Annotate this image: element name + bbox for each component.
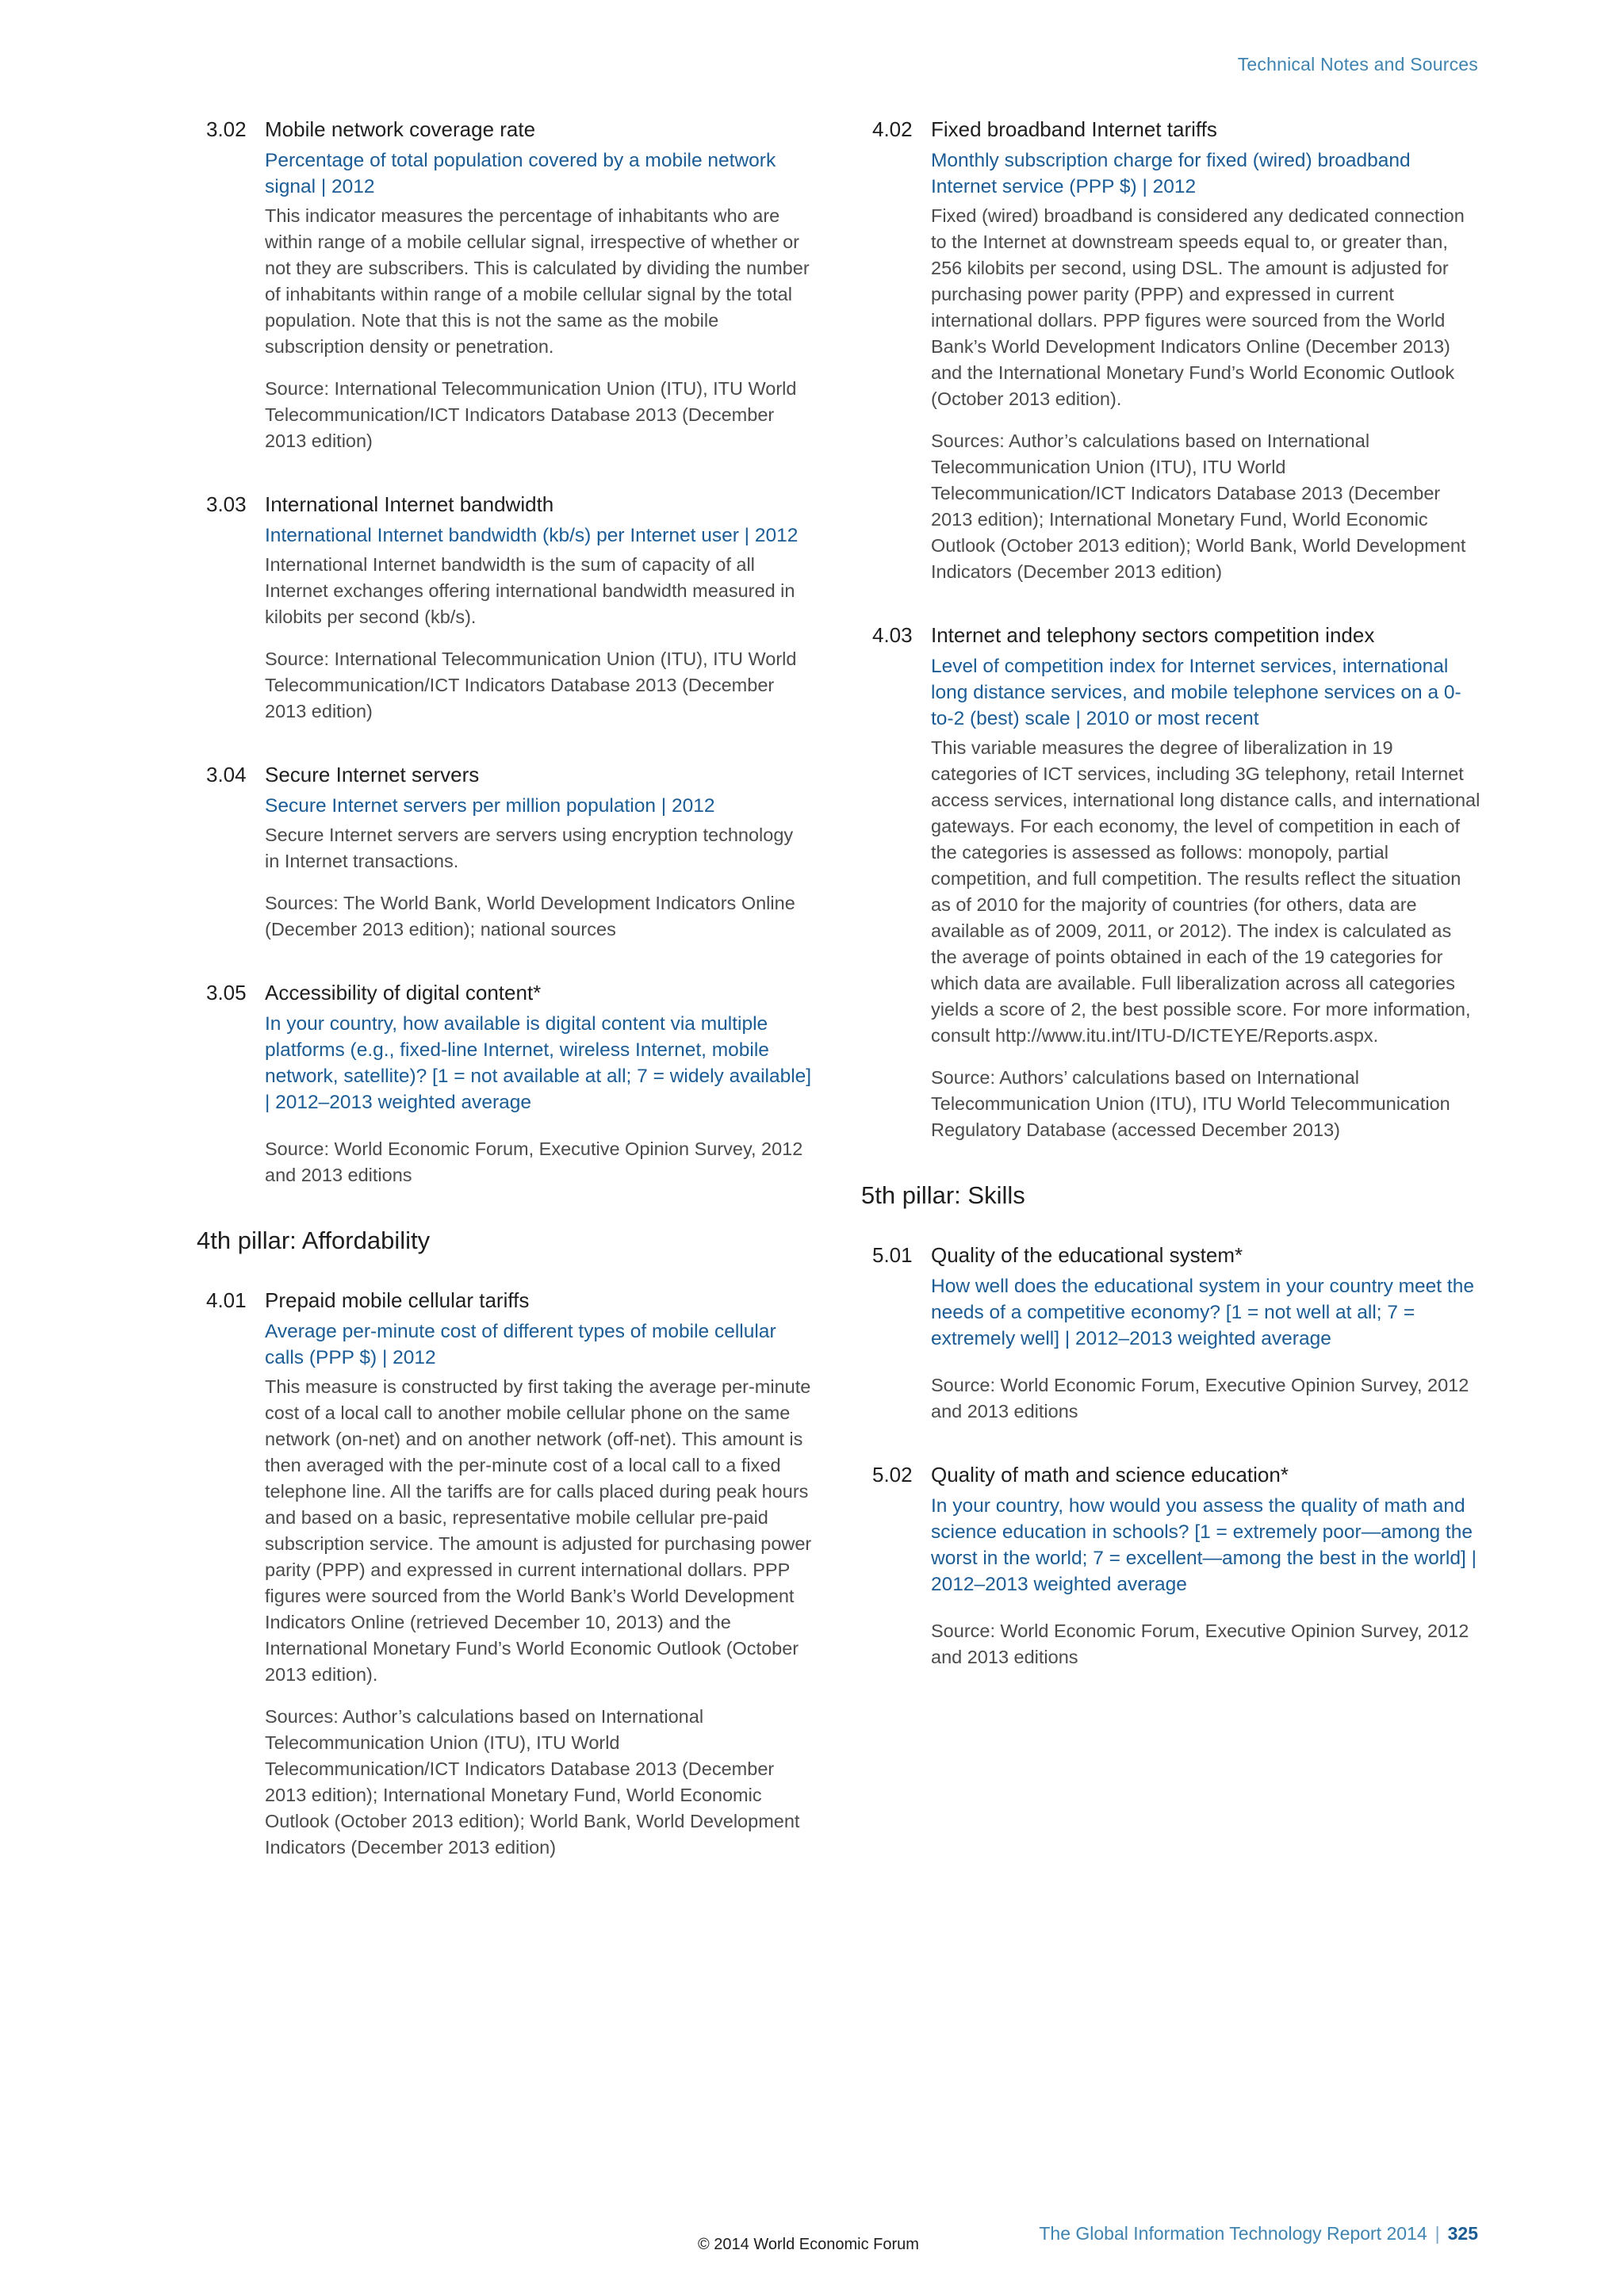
entry-title: Quality of the educational system* [931, 1243, 1243, 1267]
footer-report-title [1039, 2223, 1478, 2244]
entry-source: Source: World Economic Forum, Executive Opinion Survey, 2012 and 2013 editions [265, 1138, 803, 1185]
entry-4-03 [866, 622, 1481, 1143]
entry-definition: In your country, how would you assess the quality of math and science education in schools? [1 = extremely poor—among the worst in the world; 7 = excellent—among the best in the world] | 2012–2013 weighted average [931, 1495, 1477, 1595]
entry-definition: Monthly subscription charge for fixed (wired) broadband Internet service (PPP $) | 2012 [931, 150, 1411, 197]
entry-definition: Percentage of total population covered by a mobile network signal | 2012 [265, 150, 776, 197]
footer-separator: | [1434, 2223, 1440, 2244]
entry-number: 3.05 [206, 981, 247, 1004]
entry-source: Source: International Telecommunication Union (ITU), ITU World Telecommunication/ICT Indicators Database 2013 (December 2013 edition) [265, 378, 797, 451]
entry-3-03 [200, 491, 812, 725]
entry-number: 3.04 [206, 763, 247, 786]
entry-definition: Level of competition index for Internet services, international long distance services, and mobile telephone services on a 0-to-2 (best) scale | 2010 or most recent [931, 656, 1461, 729]
entry-5-01 [866, 1242, 1481, 1425]
entry-title: Prepaid mobile cellular tariffs [265, 1288, 530, 1312]
entry-definition: Average per-minute cost of different types of mobile cellular calls (PPP $) | 2012 [265, 1321, 776, 1368]
entry-source: Source: Authors’ calculations based on International Telecommunication Union (ITU), ITU World Telecommunication Regulatory Database (accessed December 2013) [931, 1067, 1450, 1140]
entry-number: 3.02 [206, 117, 247, 141]
entry-title: Secure Internet servers [265, 763, 480, 786]
entry-source: Source: International Telecommunication Union (ITU), ITU World Telecommunication/ICT Indicators Database 2013 (December 2013 edition) [265, 649, 797, 721]
entry-4-02 [866, 116, 1481, 585]
left-column [197, 116, 812, 1861]
entry-description: This indicator measures the percentage of inhabitants who are within range of a mobile cellular signal, irrespective of whether or not they are subscribers. This is calculated by dividing the number of inhabitants within range of a mobile cellular signal by the total population. Note that this is not the same as the mobile subscription density or penetration. [265, 205, 810, 357]
page-number: 325 [1447, 2223, 1478, 2244]
entry-title: Quality of math and science education* [931, 1463, 1289, 1487]
entry-number: 4.02 [872, 117, 913, 141]
right-column [861, 116, 1481, 1670]
entry-title: Internet and telephony sectors competition index [931, 623, 1375, 647]
entry-description: Fixed (wired) broadband is considered any dedicated connection to the Internet at downstream speeds equal to, or greater than, 256 kilobits per second, using DSL. The amount is adjusted for purchasing power parity (PPP) and expressed in current international dollars. PPP figures were sourced from the World Bank’s World Development Indicators Online (December 2013) and the International Monetary Fund’s World Economic Outlook (October 2013 edition). [931, 205, 1465, 409]
entry-source: Sources: The World Bank, World Development Indicators Online (December 2013 edition); national sources [265, 893, 795, 939]
entry-title: Fixed broadband Internet tariffs [931, 117, 1217, 141]
entry-number: 3.03 [206, 492, 247, 516]
entry-source: Source: World Economic Forum, Executive Opinion Survey, 2012 and 2013 editions [931, 1375, 1469, 1422]
entry-title: International Internet bandwidth [265, 492, 554, 516]
entry-definition: How well does the educational system in your country meet the needs of a competitive economy? [1 = not well at all; 7 = extremely well] | 2012–2013 weighted average [931, 1276, 1474, 1349]
entry-4-01 [200, 1287, 812, 1861]
entry-3-04 [200, 761, 812, 943]
report-title: The Global Information Technology Report 2014 [1039, 2223, 1427, 2244]
entry-definition: In your country, how available is digital content via multiple platforms (e.g., fixed-line Internet, wireless Internet, mobile network, satellite)? [1 = not available at all; 7 = widely available] | 2012–2013 weighted average [265, 1013, 812, 1113]
entry-source: Source: World Economic Forum, Executive Opinion Survey, 2012 and 2013 editions [931, 1621, 1469, 1667]
entry-source: Sources: Author’s calculations based on International Telecommunication Union (ITU), ITU World Telecommunication/ICT Indicators Database 2013 (December 2013 edition); International Monetary Fund, World Economic Outlook (October 2013 edition); World Bank, World Development Indicators (December 2013 edition) [931, 430, 1466, 582]
entry-description: This measure is constructed by first taking the average per-minute cost of a local call to another mobile cellular phone on the same network (on-net) and on another network (off-net). This amount is then averaged with the per-minute cost of a local call to a fixed telephone line. All the tariffs are for calls placed during peak hours and based on a basic, representative mobile cellular pre-paid subscription service. The amount is adjusted for purchasing power parity (PPP) and expressed in current international dollars. PPP figures were sourced from the World Bank’s World Development Indicators Online (retrieved December 10, 2013) and the International Monetary Fund’s World Economic Outlook (October 2013 edition). [265, 1376, 812, 1685]
entry-title: Mobile network coverage rate [265, 117, 536, 141]
pillar-heading-skills: 5th pillar: Skills [861, 1181, 1025, 1209]
pillar-heading-affordability: 4th pillar: Affordability [197, 1226, 431, 1254]
entry-definition: Secure Internet servers per million population | 2012 [265, 795, 715, 817]
running-header: Technical Notes and Sources [1237, 54, 1478, 75]
entry-number: 4.03 [872, 623, 913, 647]
entry-5-02 [866, 1461, 1481, 1670]
entry-title: Accessibility of digital content* [265, 981, 542, 1004]
entry-source: Sources: Author’s calculations based on International Telecommunication Union (ITU), ITU World Telecommunication/ICT Indicators Database 2013 (December 2013 edition); International Monetary Fund, World Economic Outlook (October 2013 edition); World Bank, World Development Indicators (December 2013 edition) [265, 1706, 800, 1858]
entry-number: 5.02 [872, 1463, 913, 1487]
entry-definition: International Internet bandwidth (kb/s) per Internet user | 2012 [265, 525, 799, 546]
entry-description: Secure Internet servers are servers using encryption technology in Internet transactions. [265, 825, 794, 871]
entry-description: International Internet bandwidth is the sum of capacity of all Internet exchanges offering international bandwidth measured in kilobits per second (kb/s). [265, 554, 795, 627]
entry-3-05 [200, 979, 812, 1188]
entry-3-02 [200, 116, 812, 454]
entry-number: 5.01 [872, 1243, 913, 1267]
entry-number: 4.01 [206, 1288, 247, 1312]
copyright-notice: © 2014 World Economic Forum [698, 2236, 919, 2253]
entry-description: This variable measures the degree of liberalization in 19 categories of ICT services, including 3G telephony, retail Internet access services, international long distance calls, and international gateways. For each economy, the level of competition in each of the categories is assessed as follows: monopoly, partial competition, and full competition. The results reflect the situation as of 2010 for the majority of countries (for others, data are available as of 2009, 2011, or 2012). The index is calculated as the average of points obtained in each of the 19 categories for which data are available. Full liberalization across all categories yields a score of 2, the best possible score. For more information, consult http://www.itu.int/ITU-D/ICTEYE/Reports.aspx. [931, 737, 1480, 1046]
